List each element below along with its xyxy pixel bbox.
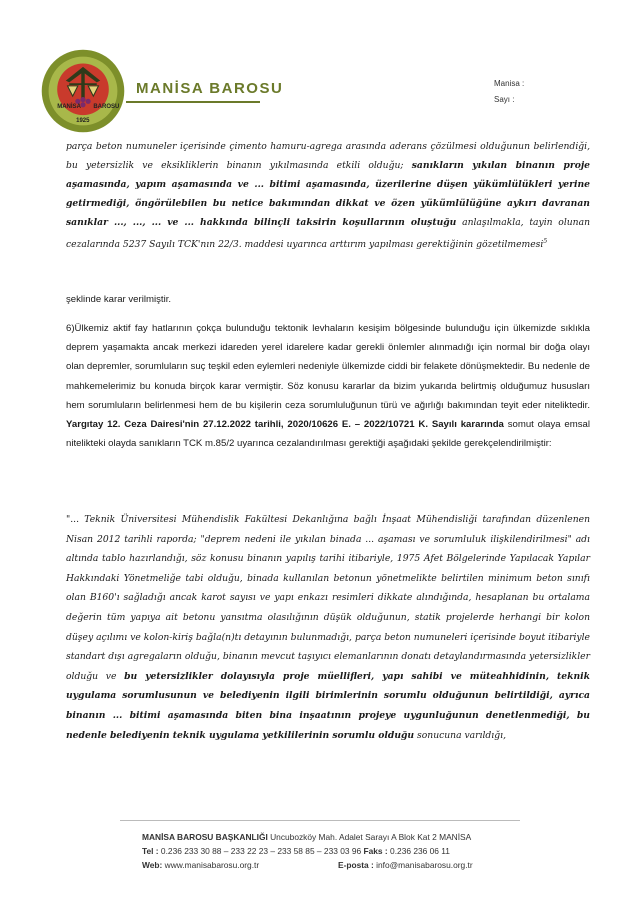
footer-fax: 0.236 236 06 11 [387,846,450,856]
meta-number-label: Sayı : [494,95,515,104]
paragraph-6-tail: somut olaya emsal nitelikteki olayda sanıkların TCK m.85/2 uyarınca cezalandırılması gerektiği aşağıdaki şekilde gerekçelendirilmiştir: [66,419,590,450]
footer-email-link[interactable]: info@manisabarosu.org.tr [373,860,473,870]
quote2-bold-text: bu yetersizlikler dolayısıyla proje müellifleri, yapı sahibi ve müteahhidinin, teknik uygulama sorumlusunun ve belediyenin ilgili birimlerinin sorumlu olduğunun belirtildiği, ayrıca binanın ... bitimi aşamasında biten bina inşaatının projeye uygunluğunun denetlenmediği, bu nedenle belediyenin teknik uygulama yetkililerinin sorumlu olduğu [66,670,590,741]
paragraph-6 [66,319,590,453]
quote2-text-end: sonucuna varıldığı, [414,729,506,741]
footnote-ref: 5 [543,238,548,245]
footer-phone-row [142,844,471,858]
quote1-text-end: anlaşılmakla, tayin olunan cezalarında 5237 Sayılı TCK'nın 22/3. maddesi uyarınca arttırım yapılması gerektiğinin gözetilmemesi [66,217,590,251]
seal-text-left: MANİSA [57,104,81,111]
footer-email-label: E-posta : [338,860,374,870]
bar-association-seal-logo [40,48,126,134]
letterhead-footer [142,830,471,872]
org-name-heading: MANİSA BAROSU [136,80,284,97]
footer-fax-label: Faks : [363,846,388,856]
quoted-decision-excerpt-1 [66,137,590,254]
footer-divider [120,820,520,821]
paragraph-6-text: 6)Ülkemiz aktif fay hatlarının çokça bulunduğu tektonik levhaların kesişim bölgesinde bulunduğu için ülkemizde sıklıkla deprem yaşamakta ancak merkezi idareden yerel idarelere kadar gerekli önlemler alınmadığı için normal bir doğa olayı olan depremler, sorumluların suç teşkil eden eylemleri nedeniyle ülkemizde ciddi bir felakete dönüşmektedir. Bu nedenle de mahkemelerimiz bu konuda birçok karar vermiştir. Söz konusu kararlar da bizim yukarıda belirtmiş olduğumuz hususları hem sorumluların belirlenmesi hem de bu kişilerin ceza sorumluluğunun türü ve ağırlığı bakımından teyit eder niteliktedir. [66,323,590,411]
quote2-text: "... Teknik Üniversitesi Mühendislik Fakültesi Dekanlığına bağlı İnşaat Mühendisliği tarafından düzenlenen Nisan 2012 tarihli raporda; "deprem nedeni ile yıkılan binada ... aşaması ve sorumluluk ilişkilendirilmesi" adı altında tablo hazırlandığı, söz konusu binanın yapılış tarihi itibariyle, 1975 Afet Bölgelerinde Yapılacak Yapılar Hakkındaki Yönetmeliğe tabi olduğu, binada kullanılan betonun yönetmelikte belirtilen minimum beton sınıfı olan B160'ı sağladığı ancak karot sayısı ve yapı enkazı resimleri dikkate alındığında, hesaplanan bu ortalama değerin tüm yapıya ait betonu yansıtma olasılığının düşük olduğunun, statik projelerde herhangi bir kolon düşey açılımı ve kolon-kiriş bağla(n)tı detayının bulunmadığı, parça beton numuneleri içerisinde boyut itibariyle standart dışı agregaların olduğu, binanın mevcut taşıyıcı elemanlarının donatı detaylandırmasında yetersizlikler olduğu ve [66,514,590,682]
seal-year: 1925 [76,117,90,124]
header-divider [126,101,260,103]
footer-web-label: Web: [142,860,163,870]
footer-org-name: MANİSA BAROSU BAŞKANLIĞI [142,832,268,842]
paragraph-6-citation: Yargıtay 12. Ceza Dairesi'nin 27.12.2022 tarihli, 2020/10626 E. – 2022/10721 K. Sayılı kararında [66,419,504,431]
meta-place-label: Manisa : [494,79,525,88]
footer-address-row [142,830,471,844]
footer-tel-label: Tel : [142,846,159,856]
header-meta [494,76,524,108]
quoted-decision-excerpt-2 [66,510,590,745]
footer-email-block [338,858,473,872]
seal-text-right: BAROSU [93,104,120,111]
footer-web-link[interactable]: www.manisabarosu.org.tr [162,860,260,870]
footer-address: Uncubozköy Mah. Adalet Sarayı A Blok Kat 2 MANİSA [267,832,472,842]
quote1-text: parça beton numuneler içerisinde çimento hamuru-agrega arasında aderans çözülmesi olduğunun belirlendiği, bu yetersizlik ve eksikliklerin binanın yıkılmasında etkili olduğu; [66,141,590,171]
footer-tel: 0.236 233 30 88 – 233 22 23 – 233 58 85 – 233 03 96 [158,846,364,856]
footer-web-row [142,858,471,872]
verdict-line: şeklinde karar verilmiştir. [66,294,172,305]
quote1-bold-text: sanıkların yıkılan binanın proje aşamasında, yapım aşamasında ve ... bitimi aşamasında, üzerilerine düşen yükümlülükleri yerine getirmediği, öngörülebilen bu netice bakımından dikkat ve özen yükümlülüğüne aykırı davranan sanıklar ..., ..., ... ve ... hakkında bilinçli taksirin koşullarının oluştuğu [66,160,590,228]
